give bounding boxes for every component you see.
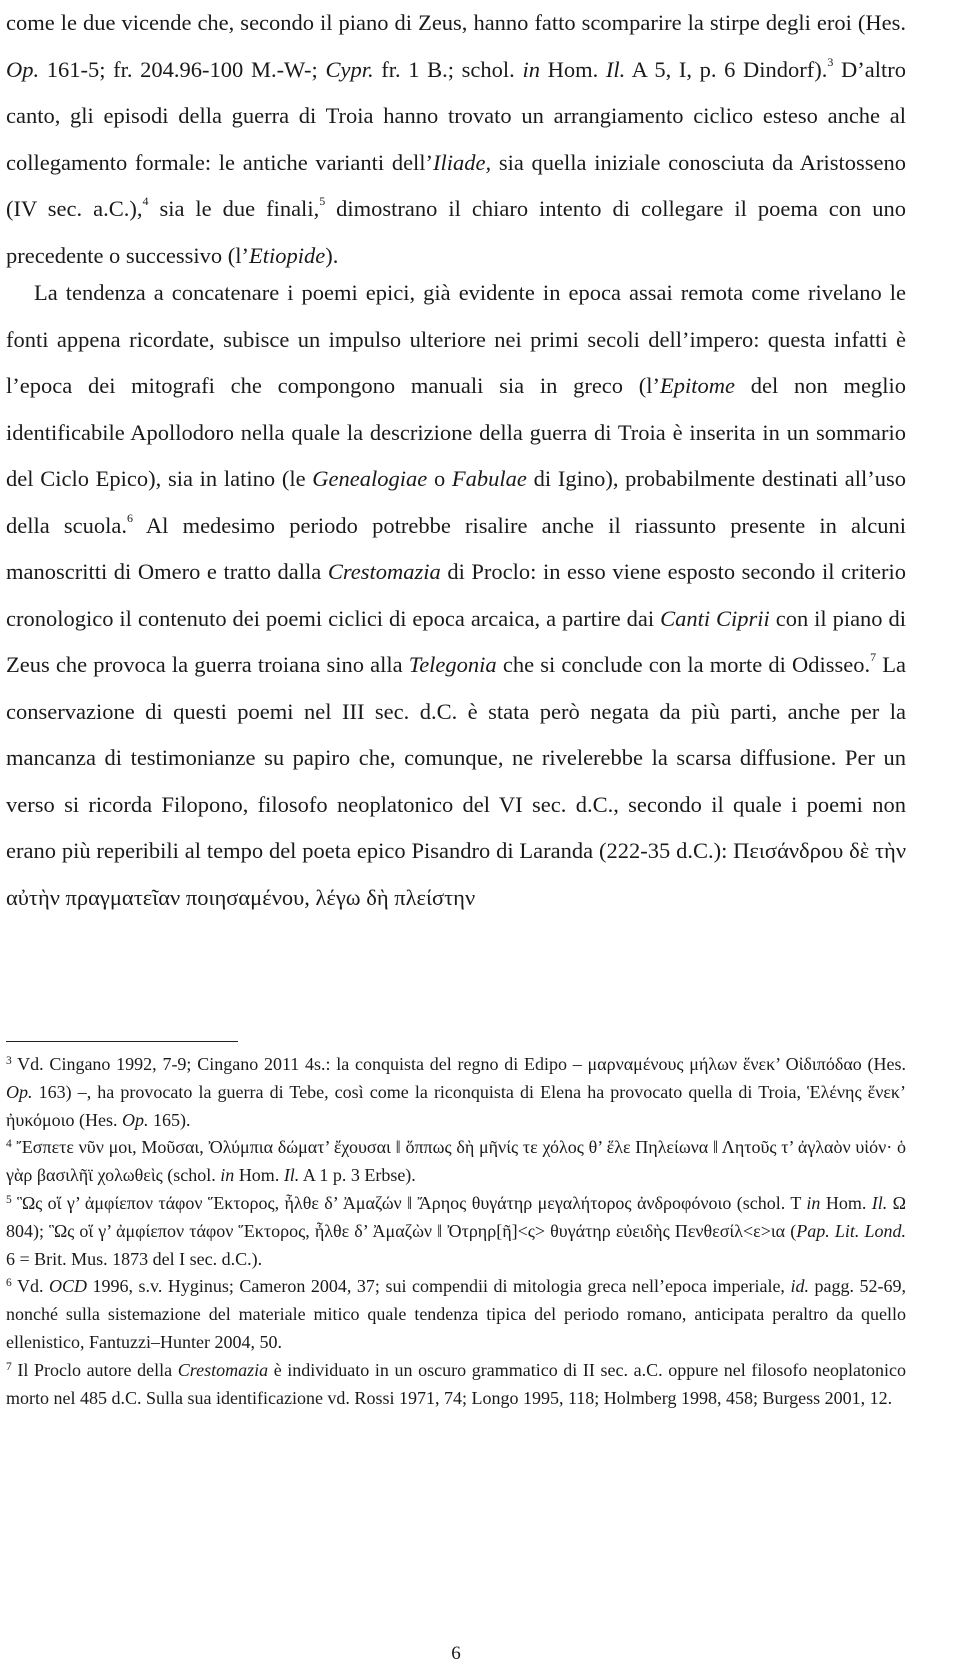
text-run: Il Proclo autore della	[11, 1359, 178, 1380]
footnote-number: 7	[6, 1360, 12, 1373]
footnote-number: 6	[6, 1277, 12, 1290]
text-run: dimostrano il chiaro intento di collegare il poema con uno precedente o successivo (l’	[6, 196, 907, 268]
footnote-number: 3	[6, 1055, 12, 1067]
italic-run: in	[220, 1165, 235, 1186]
text-run: Ἔσπετε νῦν μοι, Μοῦσαι, Ὀλύμπια δώματ’ ἔχουσαι ‖ ὅππως δὴ μῆνίς τε χόλος θ’ ἕλε Πηλείωνα ‖ Λητοῦς τ’ ἀγλαὸν υἱόν· ὁ γὰρ βασιλῆϊ χολωθεὶς (schol.	[6, 1137, 906, 1186]
text-run: Hom.	[820, 1192, 872, 1213]
footnote-number: 4	[6, 1138, 12, 1151]
italic-run: Cypr.	[325, 56, 374, 82]
text-run: Ὣς οἵ γ’ ἀμφίεπον τάφον Ἕκτορος, ἦλθε δ’ Ἀμαζών ‖ Ἄρηος θυγάτηρ μεγαλήτορος ἀνδροφόνοιο (schol. T	[11, 1192, 807, 1213]
text-run: pagg. 52-69, nonché sulla sistemazione del materiale mitico quale tendenza tipica del periodo romano, anticipata peraltro da quello ellenistico, Fantuzzi–Hunter 2004, 50.	[6, 1276, 906, 1352]
italic-run: Pap. Lit. Lond.	[796, 1220, 906, 1241]
text-run: sia le due finali,	[148, 196, 320, 221]
text-run: A 5, I, p. 6 Dindorf).	[625, 56, 828, 82]
italic-run: Crestomazia	[177, 1359, 269, 1380]
footnote-5	[6, 1190, 906, 1273]
page-number: 6	[451, 1643, 461, 1664]
italic-run: Telegonia	[408, 652, 497, 677]
text-run: 163) –, ha provocato la guerra di Tebe, così come la riconquista di Elena ha provocato quella di Troia, Ἑλένης ἕνεκ’ ἠυκόμοιο (Hes.	[6, 1081, 906, 1130]
italic-run: Il.	[871, 1192, 888, 1213]
text-run: 165).	[148, 1109, 191, 1130]
footnote-4	[6, 1134, 906, 1190]
text-run: Ω 804); Ὣς οἵ γ’ ἀμφίεπον τάφον Ἕκτορος, ἦλθε δ’ Ἀμαζὼν ‖ Ὀτρηρ[ῆ]<ς> θυγάτηρ εὐειδὴς Πενθεσίλ<ε>ια (	[6, 1192, 906, 1241]
footnote-ref-5[interactable]: 5	[319, 194, 326, 208]
italic-run: id.	[790, 1276, 809, 1297]
text-run: di Igino), probabilmente destinati all’uso della scuola.	[6, 466, 906, 538]
footnote-number: 5	[6, 1193, 12, 1206]
text-run: Al medesimo periodo potrebbe risalire anche il riassunto presente in alcuni manoscritti di Omero e tratto dalla	[6, 512, 906, 584]
body-paragraph-2	[6, 270, 906, 921]
footnote-ref-7[interactable]: 7	[870, 650, 877, 664]
text-run: La tendenza a concatenare i poemi epici, già evidente in epoca assai remota come rivelano le fonti appena ricordate, subisce un impulso ulteriore nei primi secoli dell’impero: questa infatti è l’epoca dei mitografi che compongono manuali sia in greco (l’	[6, 280, 906, 398]
text-run: 161-5; fr. 204.96-100 M.-W-;	[39, 56, 326, 82]
italic-run: in	[806, 1192, 821, 1213]
text-run: che si conclude con la morte di Odisseo.	[496, 652, 871, 677]
italic-run: Fabulae	[451, 466, 527, 491]
footnote-separator	[6, 1041, 238, 1042]
italic-run: Crestomazia	[327, 559, 441, 584]
text-run: D’altro canto, gli episodi della guerra di Troia hanno trovato un arrangiamento ciclico esteso anche al collegamento formale: le antiche varianti dell’	[6, 56, 907, 175]
footnote-6	[6, 1273, 906, 1356]
text-run: fr. 1 B.; schol.	[373, 56, 523, 82]
italic-run: OCD	[48, 1276, 87, 1297]
footnote-3	[6, 1051, 906, 1134]
italic-run: Op.	[6, 56, 40, 82]
text-run: di Proclo: in esso viene esposto secondo il criterio cronologico il contenuto dei poemi ciclici di epoca arcaica, a partire dai	[6, 559, 907, 631]
text-run: A 1 p. 3 Erbse).	[299, 1165, 416, 1186]
italic-run: Op.	[6, 1081, 33, 1102]
italic-run: Il.	[605, 56, 626, 82]
italic-run: Il.	[283, 1165, 300, 1186]
text-run: Vd.	[11, 1276, 49, 1297]
text-run: Hom.	[234, 1165, 284, 1186]
body-paragraph-1	[6, 0, 906, 279]
italic-run: Op.	[121, 1109, 149, 1130]
italic-run: Canti Ciprii	[660, 605, 770, 631]
footnote-ref-3[interactable]: 3	[827, 54, 834, 69]
footnote-7	[6, 1357, 906, 1413]
italic-run: Etiopide	[249, 242, 326, 268]
italic-run: Epitome	[660, 373, 736, 398]
text-run: Vd. Cingano 1992, 7-9; Cingano 2011 4s.: la conquista del regno di Edipo – μαρναμένους μήλων ἕνεκ’ Οἰδιπόδαο (Hes.	[11, 1054, 906, 1074]
text-run: sia quella iniziale conosciuta da Aristosseno (IV sec. a.C.),	[6, 149, 906, 221]
text-run: Hom.	[539, 56, 606, 82]
text-run: con il piano di Zeus che provoca la guerra troiana sino alla	[6, 605, 906, 677]
footnote-ref-6[interactable]: 6	[127, 510, 133, 525]
text-run: 6 = Brit. Mus. 1873 del I sec. d.C.).	[6, 1248, 263, 1269]
italic-run: in	[522, 56, 540, 82]
text-run: come le due vicende che, secondo il piano di Zeus, hanno fatto scomparire la stirpe degli eroi (Hes.	[6, 10, 906, 35]
text-run: La conservazione di questi poemi nel III sec. d.C. è stata però negata da più parti, anche per la mancanza di testimonianze su papiro che, comunque, ne rivelerebbe la scarsa diffusione. Per un verso si ricorda Filopono, filosofo neoplatonico del VI sec. d.C., secondo il quale i poemi non erano più reperibili al tempo del poeta epico Pisandro di Laranda (222-35 d.C.): Πεισάνδρου δὲ τὴν αὐτὴν πραγματεῖαν ποιησαμένου, λέγω δὴ πλείστην	[6, 652, 907, 910]
text-run: 1996, s.v. Hyginus; Cameron 2004, 37; sui compendii di mitologia greca nell’epoca imperiale,	[86, 1276, 791, 1297]
footnote-ref-4[interactable]: 4	[142, 194, 149, 208]
footnotes	[6, 1051, 906, 1412]
text-run: ).	[325, 242, 339, 268]
italic-run: Iliade,	[433, 149, 492, 175]
text-run: è individuato in un oscuro grammatico di II sec. a.C. oppure nel filosofo neoplatonico morto nel 485 d.C. Sulla sua identificazione vd. Rossi 1971, 74; Longo 1995, 118; Holmberg 1998, 458; Burgess 2001, 12.	[6, 1359, 906, 1408]
text-run: o	[427, 466, 452, 491]
text-run: del non meglio identificabile Apollodoro nella quale la descrizione della guerra di Troia è inserita in un sommario del Ciclo Epico), sia in latino (le	[6, 373, 906, 491]
italic-run: Genealogiae	[312, 466, 428, 491]
